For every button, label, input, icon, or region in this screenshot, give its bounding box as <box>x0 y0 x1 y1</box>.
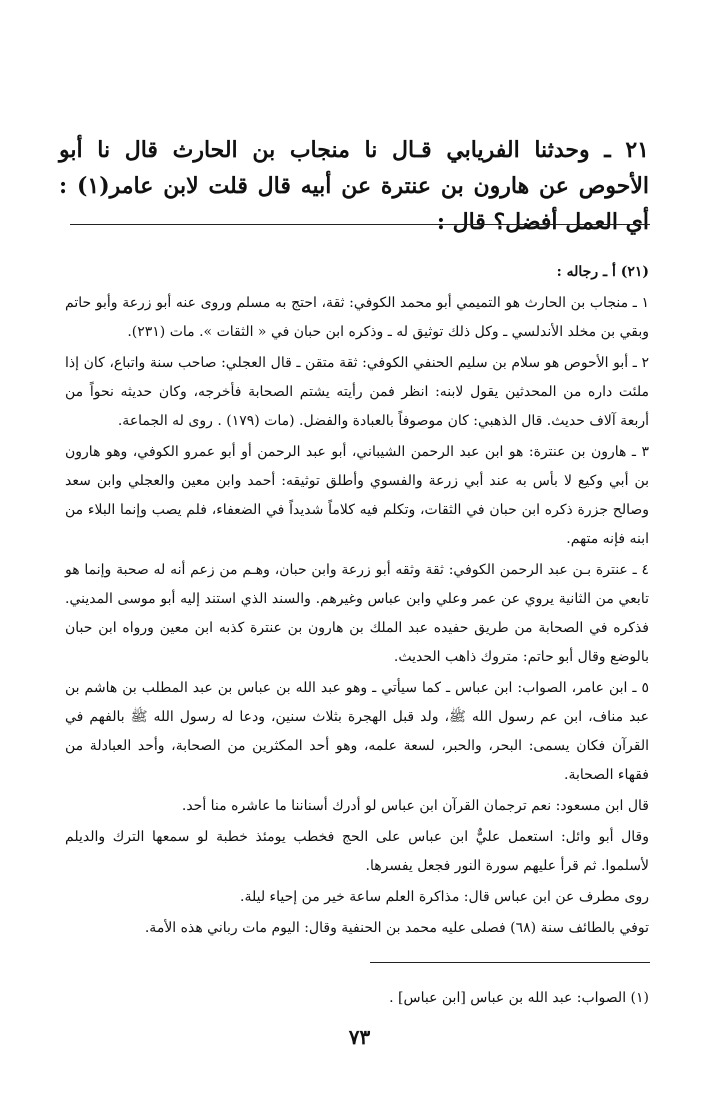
note-paragraph: ٣ ـ هارون بن عنترة: هو ابن عبد الرحمن الشيباني، أبو عبد الرحمن أو أبو عمرو الكوفي، وهو هارون بن أبي وكيع لا بأس به عند أبي زرعة والفسوي وأطلق توثيقه: أحمد وابن معين والعجلي وابن سعد وصالح جزرة ذكره ابن حبان في الثقات، وتكلم فيه كلاماً شديداً في الضعفاء، فلم يصب وإنما البلاء من ابنه فإنه متهم. <box>65 444 649 547</box>
note-paragraph: ٢ ـ أبو الأحوص هو سلام بن سليم الحنفي الكوفي: ثقة متقن ـ قال العجلي: صاحب سنة واتباع، كان إذا ملئت داره من المحدثين يقول لابنه: انظر فمن رأيته يشتم الصحابة فأخرجه، وكان حديثه نحواً من أربعة آلاف حديث. قال الذهبي: كان موصوفاً بالعبادة والفضل. (مات (١٧٩) . روى له الجماعة. <box>65 355 649 429</box>
note-paragraph: ٥ ـ ابن عامر، الصواب: ابن عباس ـ كما سيأتي ـ وهو عبد الله بن عباس بن عبد المطلب بن هاشم بن عبد مناف، ابن عم رسول الله ﷺ، ولد قبل الهجرة بثلاث سنين، ودعا له رسول الله ﷺ بالفهم في القرآن فكان يسمى: البحر، والحبر، لسعة علمه، وهو أحد المكثرين من الصحابة، وأحد العبادلة من فقهاء الصحابة. <box>65 680 649 783</box>
footnote-separator <box>370 962 650 963</box>
notes-section <box>65 258 649 945</box>
note-paragraph: روى مطرف عن ابن عباس قال: مذاكرة العلم ساعة خير من إحياء ليلة. <box>240 889 649 905</box>
notes-heading: (٢١) أ ـ رجاله : <box>556 264 649 280</box>
hadith-text: ٢١ ـ وحدثنا الفريابي قـال نا منجاب بن الحارث قال نا أبو الأحوص عن هارون بن عنترة عن أبيه قال قلت لابن عامر(١) : أي العمل أفضل؟ قال : <box>59 137 649 235</box>
note-paragraph: ٤ ـ عنترة بـن عبد الرحمن الكوفي: ثقة وثقه أبو زرعة وابن حبان، وهـم من زعم أنه له صحبة وإنما هو تابعي من الثانية يروي عن عمر وعلي وابن عباس وغيرهم. والسند الذي استند إليه أبو موسى المديني. فذكره في الصحابة من طريق حفيده عبد الملك بن هارون بن عنترة كذبه ابن معين ورواه ابن حبان بالوضع وقال أبو حاتم: متروك ذاهب الحديث. <box>65 562 649 665</box>
footnote: (١) الصواب: عبد الله بن عباس [ابن عباس] . <box>389 990 649 1006</box>
note-paragraph: توفي بالطائف سنة (٦٨) فصلى عليه محمد بن الحنفية وقال: اليوم مات رباني هذه الأمة. <box>144 920 649 936</box>
separator-line <box>70 224 650 225</box>
note-paragraph: وقال أبو وائل: استعمل عليٌّ ابن عباس على الحج فخطب يومئذ خطبة لو سمعها الترك والديلم لأسلموا. ثم قرأ عليهم سورة النور فجعل يفسرها. <box>65 829 649 874</box>
page-number: ٧٣ <box>348 1025 371 1049</box>
note-paragraph: ١ ـ منجاب بن الحارث هو التميمي أبو محمد الكوفي: ثقة، احتج به مسلم وروى عنه أبو زرعة وأبو حاتم وبقي بن مخلد الأندلسي ـ وكل ذلك توثيق له ـ وذكره ابن حبان في « الثقات ». مات (٢٣١). <box>65 295 649 340</box>
note-paragraph: قال ابن مسعود: نعم ترجمان القرآن ابن عباس لو أدرك أسناننا ما عاشره منا أحد. <box>181 798 649 814</box>
